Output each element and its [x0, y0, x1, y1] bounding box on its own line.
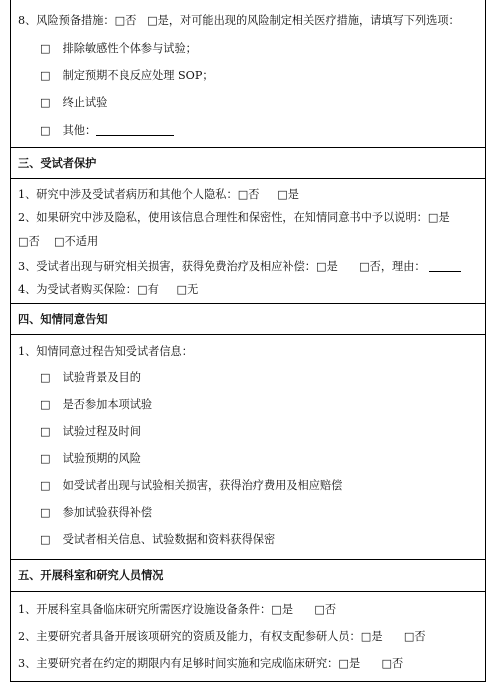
- informed-consent-question: 1、知情同意过程告知受试者信息：: [18, 345, 193, 358]
- question-text: 3、主要研究者在约定的期限内有足够时间实施和完成临床研究：: [18, 657, 339, 670]
- option-row: [40, 506, 152, 520]
- option-row: [40, 96, 107, 110]
- checkbox[interactable]: □: [40, 479, 51, 492]
- checkbox[interactable]: □: [40, 506, 51, 519]
- insurance-question: [18, 283, 198, 297]
- privacy-question: [18, 188, 299, 202]
- option-row: [40, 425, 141, 439]
- checkbox-yes[interactable]: □是，对可能出现的风险制定相关医疗措施，请填写下列选项：: [147, 14, 460, 27]
- risk-measures-question: [18, 14, 460, 28]
- option-row: [40, 123, 174, 138]
- checkbox-no[interactable]: □否: [237, 188, 260, 201]
- privacy-consent-options: [18, 235, 98, 249]
- checkbox-no[interactable]: □否，理由：: [359, 260, 426, 273]
- checkbox[interactable]: □: [40, 452, 51, 465]
- option-text: 参加试验获得补偿: [62, 506, 153, 519]
- checkbox[interactable]: □: [40, 533, 51, 546]
- checkbox[interactable]: □: [40, 124, 51, 137]
- option-row: [40, 479, 342, 493]
- section-divider: [10, 334, 486, 335]
- checkbox-yes[interactable]: □是: [316, 260, 338, 273]
- question-text: 3、受试者出现与研究相关损害，获得免费治疗及相应补偿：: [18, 260, 316, 273]
- other-blank-field[interactable]: [96, 123, 174, 136]
- checkbox[interactable]: □: [40, 96, 51, 109]
- option-text: 制定预期不良反应处理 SOP；: [62, 69, 214, 82]
- facility-question: [18, 603, 336, 617]
- option-row: [40, 69, 214, 83]
- section-divider: [10, 591, 486, 592]
- question-text: 2、主要研究者具备开展该项研究的资质及能力，有权支配参研人员：: [18, 630, 361, 643]
- checkbox-no[interactable]: □否: [18, 235, 40, 248]
- checkbox-yes[interactable]: □有: [137, 283, 159, 296]
- checkbox[interactable]: □: [40, 425, 51, 438]
- question-text: 4、为受试者购买保险：: [18, 283, 137, 296]
- question-text: 1、开展科室具备临床研究所需医疗设施设备条件：: [18, 603, 272, 616]
- option-row: [40, 533, 275, 547]
- section-title: 四、知情同意告知: [18, 313, 108, 326]
- checkbox-yes[interactable]: □是: [271, 603, 294, 616]
- option-text: 受试者相关信息、试验数据和资料获得保密: [62, 533, 276, 546]
- option-row: [40, 371, 141, 385]
- checkbox[interactable]: □: [40, 371, 51, 384]
- pi-time-question: [18, 657, 403, 671]
- option-text: 试验背景及目的: [62, 371, 141, 384]
- checkbox-yes[interactable]: □是: [338, 657, 361, 670]
- reason-blank-field[interactable]: [429, 259, 461, 272]
- checkbox-no[interactable]: □无: [176, 283, 199, 296]
- checkbox-yes[interactable]: □是: [277, 188, 299, 201]
- checkbox[interactable]: □: [40, 69, 51, 82]
- checkbox[interactable]: □: [40, 398, 51, 411]
- section-divider: [10, 303, 486, 304]
- option-text: 试验预期的风险: [62, 452, 141, 465]
- section-divider: [10, 178, 486, 179]
- checkbox-not-applicable[interactable]: □不适用: [54, 235, 99, 248]
- checkbox-no[interactable]: □否: [114, 14, 137, 27]
- section-title: 三、受试者保护: [18, 157, 97, 170]
- compensation-question: [18, 259, 461, 274]
- question-text: 1、研究中涉及受试者病历和其他个人隐私：: [18, 188, 238, 201]
- option-row: [40, 42, 197, 56]
- question-label: 8、风险预备措施：: [18, 14, 115, 27]
- checkbox[interactable]: □: [40, 42, 51, 55]
- option-text: 终止试验: [62, 96, 108, 109]
- checkbox-no[interactable]: □否: [381, 657, 404, 670]
- checkbox-yes[interactable]: □是: [360, 630, 383, 643]
- section-divider: [10, 559, 486, 560]
- section-title: 五、开展科室和研究人员情况: [18, 569, 164, 582]
- option-text: 其他：: [62, 124, 97, 137]
- option-text: 试验过程及时间: [62, 425, 141, 438]
- option-row: [40, 398, 152, 412]
- pi-qualification-question: [18, 630, 426, 644]
- checkbox-no[interactable]: □否: [403, 630, 426, 643]
- section-divider: [10, 147, 486, 148]
- option-row: [40, 452, 141, 466]
- privacy-consent-question: 2、如果研究中涉及隐私，使用该信息合理性和保密性，在知情同意书中予以说明：□是: [18, 211, 450, 224]
- option-text: 是否参加本项试验: [62, 398, 153, 411]
- option-text: 如受试者出现与试验相关损害，获得治疗费用及相应赔偿: [62, 479, 343, 492]
- option-text: 排除敏感性个体参与试验；: [62, 42, 197, 55]
- checkbox-no[interactable]: □否: [314, 603, 337, 616]
